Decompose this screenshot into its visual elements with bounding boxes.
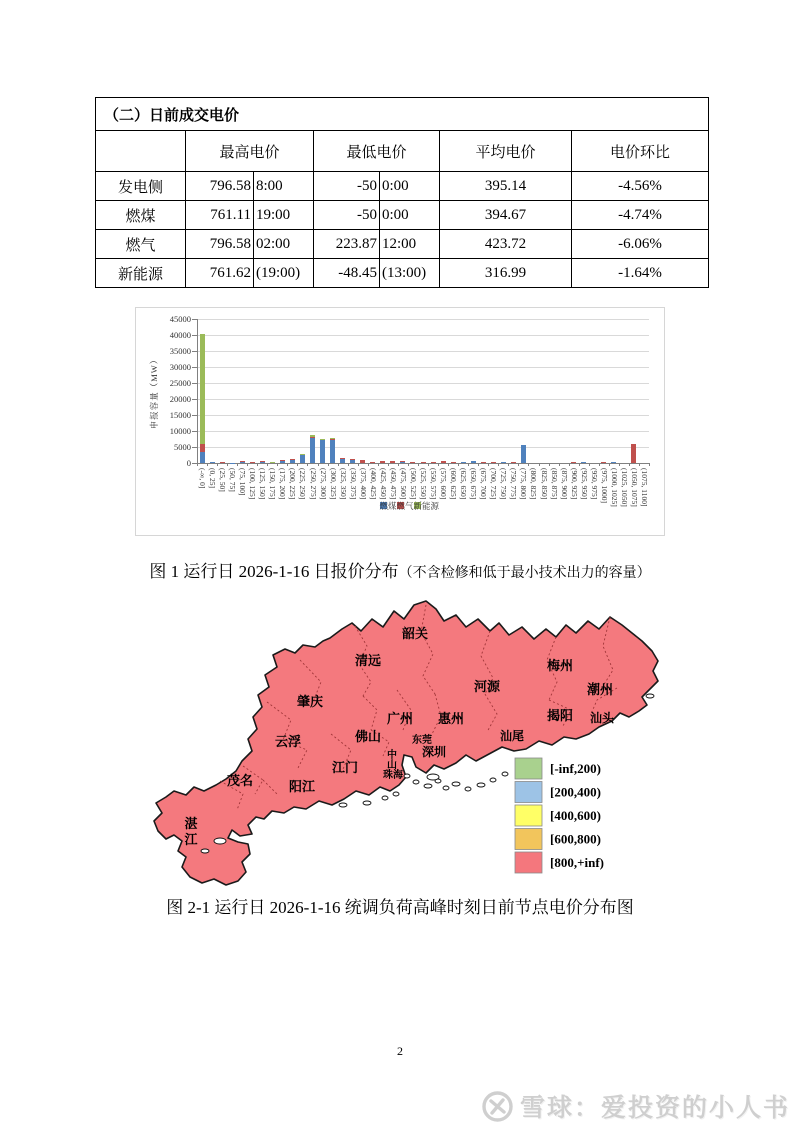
- map-legend-label: [800,+inf): [550, 855, 604, 870]
- city-label: 云浮: [274, 734, 302, 749]
- x-tick-label: (300, 325]: [328, 468, 338, 500]
- bar-segment: [330, 439, 335, 440]
- island: [465, 787, 471, 791]
- island: [490, 778, 496, 782]
- y-tick-label: 0: [186, 458, 191, 468]
- bar-segment: [380, 461, 385, 463]
- x-tick: [217, 463, 218, 466]
- avg-price-cell: 395.14: [440, 172, 572, 201]
- city-label: 湛: [184, 816, 198, 831]
- island: [214, 838, 226, 844]
- y-tick-label: 10000: [169, 426, 191, 436]
- x-tick-label: (275, 300]: [318, 468, 328, 500]
- x-tick-label: (575, 600]: [439, 468, 449, 500]
- table-row: [96, 259, 709, 288]
- y-tick-label: 15000: [169, 410, 191, 420]
- map-legend-swatch: [515, 782, 542, 803]
- x-tick-label: (950, 975]: [589, 468, 599, 500]
- city-label: 阳江: [288, 779, 316, 794]
- city-label: 珠海: [383, 770, 403, 781]
- bar-segment: [350, 459, 355, 460]
- island: [363, 801, 371, 805]
- x-tick-label: (925, 950]: [579, 468, 589, 500]
- x-tick: [609, 463, 610, 466]
- x-tick: [579, 463, 580, 466]
- x-tick-label: (1050, 1075]: [629, 468, 639, 507]
- bar-segment: [300, 455, 305, 463]
- bar-segment: [200, 444, 205, 451]
- bar-segment: [260, 461, 265, 462]
- gridline: [197, 367, 649, 368]
- min-time-cell: (13:00): [380, 259, 440, 288]
- x-tick: [629, 463, 630, 466]
- map-legend-swatch: [515, 829, 542, 850]
- bar-segment: [431, 462, 436, 463]
- min-time-cell: 12:00: [380, 230, 440, 259]
- header-max-price: 最高电价: [186, 131, 314, 172]
- map-legend-swatch: [515, 758, 542, 779]
- x-tick: [267, 463, 268, 466]
- x-tick-label: (975, 1000]: [599, 468, 609, 503]
- bar-segment: [410, 462, 415, 463]
- x-tick-label: (375, 400]: [358, 468, 368, 500]
- x-tick: [318, 463, 319, 466]
- y-tick-label: 25000: [169, 378, 191, 388]
- city-label: 佛山: [354, 729, 382, 744]
- city-label: 揭阳: [546, 708, 574, 723]
- bar-segment: [461, 462, 466, 463]
- x-tick: [237, 463, 238, 466]
- x-tick: [518, 463, 519, 466]
- bar-segment: [310, 435, 315, 437]
- header-mom: 电价环比: [572, 131, 709, 172]
- bar-segment: [310, 437, 315, 438]
- x-tick-label: (1025, 1050]: [619, 468, 629, 507]
- x-tick: [569, 463, 570, 466]
- bar-segment: [240, 461, 245, 462]
- x-tick-label: (425, 450]: [378, 468, 388, 500]
- row-label: 新能源: [96, 259, 186, 288]
- x-tick-label: (550, 575]: [429, 468, 439, 500]
- city-label: 深圳: [421, 745, 447, 759]
- bid-distribution-chart: [135, 307, 665, 536]
- table-header-row: [96, 131, 709, 172]
- bar-segment: [250, 462, 255, 463]
- x-tick-label: (800, 825]: [529, 468, 539, 500]
- bar-segment: [421, 462, 426, 463]
- max-price-cell: 796.58: [186, 172, 254, 201]
- nodal-price-map: [145, 598, 665, 890]
- x-tick-label: (700, 725]: [489, 468, 499, 500]
- min-time-cell: 0:00: [380, 201, 440, 230]
- x-tick-label: (600, 625]: [449, 468, 459, 500]
- max-time-cell: 02:00: [254, 230, 314, 259]
- bar-segment: [300, 454, 305, 456]
- gridline: [197, 351, 649, 352]
- map-legend-label: [600,800): [550, 831, 601, 847]
- x-tick-label: (750, 775]: [509, 468, 519, 500]
- page-number: 2: [397, 1044, 403, 1058]
- x-tick: [589, 463, 590, 466]
- x-tick-label: (225, 250]: [298, 468, 308, 500]
- bar-segment: [270, 462, 275, 463]
- x-tick-label: (175, 200]: [278, 468, 288, 500]
- header-avg-price: 平均电价: [440, 131, 572, 172]
- bar-segment: [220, 462, 225, 463]
- city-label: 江: [184, 832, 198, 847]
- gridline: [197, 319, 649, 320]
- x-tick: [488, 463, 489, 466]
- city-label: 汕头: [589, 711, 615, 725]
- figure1-caption-note: （不含检修和低于最小技术出力的容量）: [398, 566, 651, 581]
- map-legend-swatch: [515, 805, 542, 826]
- bar-segment: [360, 460, 365, 463]
- x-tick-label: (75, 100]: [238, 468, 248, 496]
- bar-segment: [511, 462, 516, 463]
- x-tick: [619, 463, 620, 466]
- x-tick: [247, 463, 248, 466]
- x-tick: [388, 463, 389, 466]
- bar-segment: [451, 462, 456, 463]
- figure1-caption-main: 图 1 运行日 2026-1-16 日报价分布: [149, 562, 399, 581]
- bar-segment: [350, 460, 355, 463]
- x-tick: [328, 463, 329, 466]
- x-tick-label: (325, 350]: [338, 468, 348, 500]
- max-time-cell: (19:00): [254, 259, 314, 288]
- y-tick-label: 30000: [169, 362, 191, 372]
- island: [502, 772, 508, 776]
- bar-segment: [390, 461, 395, 463]
- legend-label: 新能源: [413, 500, 440, 511]
- x-tick-label: (25, 50]: [218, 468, 228, 492]
- mom-cell: -4.74%: [572, 201, 709, 230]
- x-tick: [599, 463, 600, 466]
- bar-segment: [400, 461, 405, 462]
- x-tick: [378, 463, 379, 466]
- island: [201, 849, 209, 853]
- bar-segment: [340, 459, 345, 463]
- city-label: 茂名: [226, 773, 254, 788]
- bar-segment: [571, 462, 576, 463]
- gridline: [197, 335, 649, 336]
- city-label: 江门: [331, 760, 359, 775]
- table-row: [96, 172, 709, 201]
- bar-segment: [230, 463, 235, 464]
- chart-legend-item: [396, 500, 414, 511]
- watermark: [481, 1088, 790, 1124]
- min-time-cell: 0:00: [380, 172, 440, 201]
- map-legend-swatch: [515, 852, 542, 873]
- island: [404, 774, 410, 778]
- bar-segment: [481, 462, 486, 463]
- x-tick: [408, 463, 409, 466]
- bar-segment: [320, 439, 325, 440]
- bar-segment: [200, 452, 205, 463]
- x-tick-label: (650, 675]: [469, 468, 479, 500]
- x-tick: [348, 463, 349, 466]
- x-tick-label: (850, 875]: [549, 468, 559, 500]
- bar-segment: [581, 462, 586, 463]
- avg-price-cell: 316.99: [440, 259, 572, 288]
- guangdong-map: [145, 598, 665, 890]
- bar-segment: [320, 440, 325, 463]
- y-axis-line: [197, 319, 198, 463]
- x-tick: [307, 463, 308, 466]
- x-tick-label: (-∞, 0]: [198, 468, 208, 489]
- chart-legend-item: [379, 500, 397, 511]
- mom-cell: -4.56%: [572, 172, 709, 201]
- x-tick-label: (125, 150]: [258, 468, 268, 500]
- figure2-caption: 图 2-1 运行日 2026-1-16 统调负荷高峰时刻日前节点电价分布图: [166, 898, 634, 917]
- x-tick: [227, 463, 228, 466]
- x-tick-label: (100, 125]: [248, 468, 258, 500]
- x-tick-label: (400, 425]: [368, 468, 378, 500]
- island: [646, 694, 654, 698]
- city-label: 中: [387, 750, 397, 761]
- bar-segment: [601, 462, 606, 463]
- map-legend-label: [400,600): [550, 808, 601, 823]
- city-label: 惠州: [437, 711, 465, 726]
- city-label: 河源: [473, 679, 501, 694]
- y-axis-title: 申报容量（MW）: [149, 354, 159, 430]
- x-tick: [448, 463, 449, 466]
- city-label: 肇庆: [296, 694, 324, 709]
- x-tick: [528, 463, 529, 466]
- y-tick-label: 5000: [174, 442, 191, 452]
- x-tick-label: (0, 25]: [208, 468, 218, 488]
- gridline: [197, 415, 649, 416]
- x-tick-label: (1000, 1025]: [609, 468, 619, 507]
- city-label: 山: [387, 760, 397, 771]
- x-tick: [287, 463, 288, 466]
- city-label: 清远: [354, 653, 382, 668]
- x-tick: [438, 463, 439, 466]
- island: [424, 784, 432, 788]
- watermark-text: 雪球：爱投资的小人书: [519, 1094, 790, 1122]
- bar-segment: [290, 459, 295, 460]
- max-price-cell: 796.58: [186, 230, 254, 259]
- x-tick: [549, 463, 550, 466]
- y-tick-label: 20000: [169, 394, 191, 404]
- island: [413, 780, 419, 784]
- city-label: 汕尾: [499, 729, 525, 743]
- xueqiu-logo-icon: [481, 1090, 514, 1123]
- x-tick-label: (775, 800]: [519, 468, 529, 500]
- x-tick: [559, 463, 560, 466]
- avg-price-cell: 423.72: [440, 230, 572, 259]
- gridline: [197, 399, 649, 400]
- island: [443, 786, 449, 790]
- bar-segment: [370, 462, 375, 463]
- chart-legend: [136, 502, 664, 509]
- table-row: [96, 230, 709, 259]
- x-tick: [639, 463, 640, 466]
- legend-label: 燃气: [396, 500, 414, 511]
- bar-segment: [441, 461, 446, 463]
- x-tick: [197, 463, 198, 466]
- gridline: [197, 447, 649, 448]
- table-title-row: [96, 98, 709, 131]
- bar-segment: [260, 462, 265, 463]
- map-legend: [515, 758, 604, 873]
- x-tick: [498, 463, 499, 466]
- x-tick: [358, 463, 359, 466]
- x-tick-label: (1075, 1100]: [639, 468, 649, 507]
- x-tick: [398, 463, 399, 466]
- bar-segment: [280, 460, 285, 461]
- table-row: [96, 201, 709, 230]
- x-tick-label: (725, 750]: [499, 468, 509, 500]
- bar-segment: [471, 461, 476, 463]
- max-price-cell: 761.62: [186, 259, 254, 288]
- bar-segment: [290, 459, 295, 463]
- map-legend-label: [200,400): [550, 784, 601, 800]
- x-tick: [207, 463, 208, 466]
- bar-segment: [631, 444, 636, 463]
- bar-segment: [340, 458, 345, 459]
- island: [382, 796, 388, 800]
- max-time-cell: 8:00: [254, 172, 314, 201]
- city-label: 广州: [386, 711, 414, 726]
- x-tick: [297, 463, 298, 466]
- bar-segment: [501, 462, 506, 463]
- min-price-cell: -50: [314, 172, 380, 201]
- island: [477, 783, 485, 787]
- max-price-cell: 761.11: [186, 201, 254, 230]
- bar-segment: [330, 440, 335, 463]
- bar-segment: [330, 438, 335, 439]
- x-tick-label: (525, 550]: [419, 468, 428, 500]
- bar-segment: [400, 462, 405, 463]
- bar-segment: [200, 334, 205, 444]
- x-tick-label: (250, 275]: [308, 468, 318, 500]
- header-blank: [96, 131, 186, 172]
- island: [452, 782, 460, 786]
- x-tick-label: (475, 500]: [398, 468, 408, 500]
- y-tick-label: 45000: [169, 314, 191, 324]
- x-tick: [368, 463, 369, 466]
- x-tick: [649, 463, 650, 466]
- x-tick: [338, 463, 339, 466]
- mom-cell: -6.06%: [572, 230, 709, 259]
- bar-segment: [310, 437, 315, 463]
- gridline: [197, 431, 649, 432]
- y-tick-label: 35000: [169, 346, 191, 356]
- x-tick-label: (450, 475]: [388, 468, 398, 500]
- x-tick: [458, 463, 459, 466]
- day-ahead-price-table: [95, 97, 709, 288]
- gridline: [197, 383, 649, 384]
- x-tick-label: (825, 850]: [539, 468, 549, 500]
- table-title: （二）日前成交电价: [96, 98, 709, 131]
- city-label: 梅州: [546, 658, 574, 673]
- city-label: 潮州: [586, 682, 614, 697]
- city-label: 韶关: [401, 626, 429, 641]
- row-label: 燃气: [96, 230, 186, 259]
- header-min-price: 最低电价: [314, 131, 440, 172]
- row-label: 燃煤: [96, 201, 186, 230]
- x-tick: [539, 463, 540, 466]
- mom-cell: -1.64%: [572, 259, 709, 288]
- x-tick: [508, 463, 509, 466]
- figure1-caption: [0, 557, 800, 582]
- map-legend-label: [-inf,200): [550, 761, 601, 776]
- bar-segment: [521, 445, 526, 463]
- x-tick: [277, 463, 278, 466]
- bar-segment: [210, 462, 215, 463]
- city-label: 东莞: [412, 735, 432, 746]
- x-tick: [418, 463, 419, 466]
- chart-legend-item: [413, 500, 440, 511]
- min-price-cell: -48.45: [314, 259, 380, 288]
- x-tick: [257, 463, 258, 466]
- avg-price-cell: 394.67: [440, 201, 572, 230]
- x-tick-label: (50, 75]: [228, 468, 238, 492]
- x-tick: [468, 463, 469, 466]
- island: [393, 792, 399, 796]
- x-tick-label: (500, 525]: [408, 468, 418, 500]
- x-tick-label: (625, 650]: [459, 468, 469, 500]
- y-tick-label: 40000: [169, 330, 191, 340]
- bar-segment: [611, 462, 616, 463]
- x-tick: [428, 463, 429, 466]
- bar-segment: [491, 462, 496, 463]
- x-tick-label: (200, 225]: [288, 468, 298, 500]
- x-tick-label: (900, 925]: [569, 468, 579, 500]
- x-tick: [478, 463, 479, 466]
- x-tick-label: (675, 700]: [479, 468, 489, 500]
- legend-label: 燃煤: [379, 500, 397, 511]
- min-price-cell: 223.87: [314, 230, 380, 259]
- island: [339, 803, 347, 807]
- x-tick-label: (150, 175]: [268, 468, 278, 500]
- row-label: 发电侧: [96, 172, 186, 201]
- min-price-cell: -50: [314, 201, 380, 230]
- x-tick-label: (875, 900]: [559, 468, 569, 500]
- bar-segment: [280, 460, 285, 463]
- island: [427, 774, 439, 780]
- max-time-cell: 19:00: [254, 201, 314, 230]
- x-tick-label: (350, 375]: [348, 468, 358, 500]
